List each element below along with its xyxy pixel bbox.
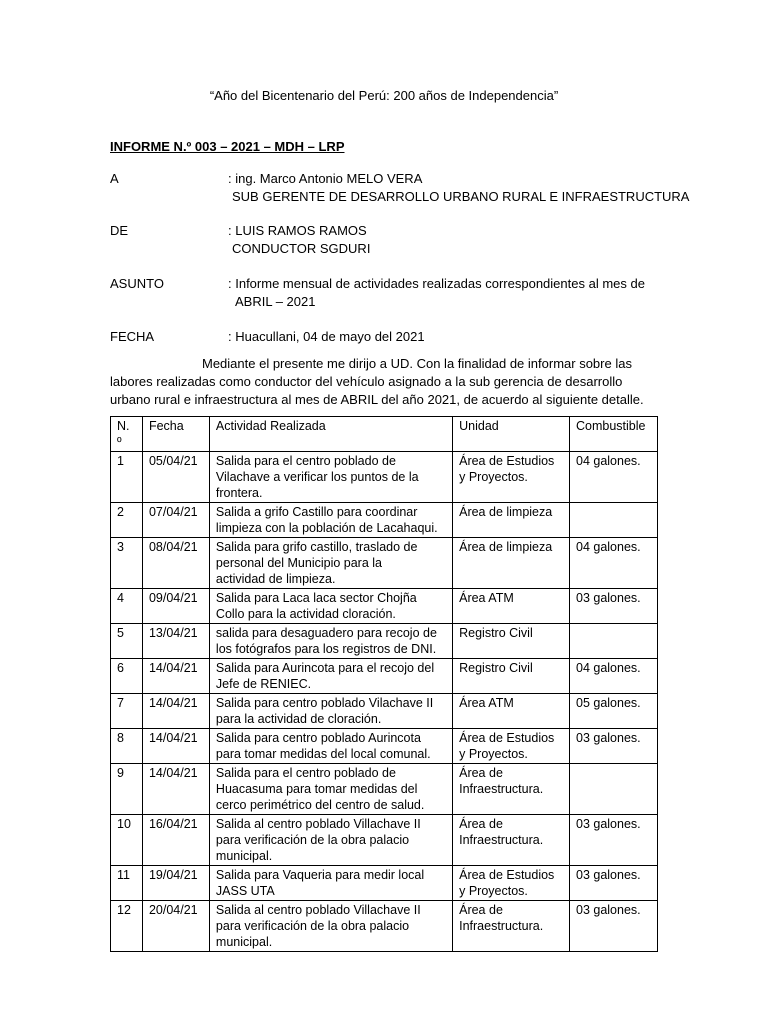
table-row	[111, 815, 658, 866]
intro-line: urbano rural e infraestructura al mes de ABRIL del año 2021, de acuerdo al siguiente detalle.	[110, 392, 644, 407]
cell-activity: Salida para Laca laca sector Chojña Collo para la actividad cloración.	[209, 589, 452, 624]
intro-line: labores realizadas como conductor del vehículo asignado a la sub gerencia de desarrollo	[110, 374, 623, 389]
cell-number: 6	[111, 659, 143, 694]
cell-date: 09/04/21	[142, 589, 209, 624]
cell-activity: Salida para Aurincota para el recojo del Jefe de RENIEC.	[209, 659, 452, 694]
cell-activity: Salida al centro poblado Villachave II para verificación de la obra palacio municipal.	[209, 815, 452, 866]
cell-fuel: 03 galones.	[570, 901, 658, 952]
cell-number: 1	[111, 452, 143, 503]
intro-paragraph	[110, 355, 670, 409]
intro-line: Mediante el presente me dirijo a UD. Con la finalidad de informar sobre las	[202, 356, 632, 371]
cell-date: 13/04/21	[142, 624, 209, 659]
subject-line1: : Informe mensual de actividades realizadas correspondientes al mes de	[228, 276, 645, 291]
cell-fuel: 04 galones.	[570, 659, 658, 694]
cell-unit: Área de Estudios y Proyectos.	[453, 729, 570, 764]
table-row	[111, 624, 658, 659]
cell-unit: Área de Infraestructura.	[453, 815, 570, 866]
cell-fuel: 03 galones.	[570, 866, 658, 901]
header-activity: Actividad Realizada	[209, 417, 452, 452]
cell-number: 11	[111, 866, 143, 901]
cell-activity: Salida al centro poblado Villachave II para verificación de la obra palacio municipal.	[209, 901, 452, 952]
cell-unit: Área ATM	[453, 589, 570, 624]
cell-activity: Salida para centro poblado Vilachave II para la actividad de cloración.	[209, 694, 452, 729]
cell-unit: Área de Estudios y Proyectos.	[453, 452, 570, 503]
cell-fuel: 03 galones.	[570, 729, 658, 764]
cell-number: 8	[111, 729, 143, 764]
cell-unit: Área ATM	[453, 694, 570, 729]
cell-number: 5	[111, 624, 143, 659]
cell-fuel	[570, 624, 658, 659]
table-row	[111, 659, 658, 694]
cell-date: 14/04/21	[142, 694, 209, 729]
from-name: : LUIS RAMOS RAMOS	[228, 223, 367, 238]
cell-date: 07/04/21	[142, 503, 209, 538]
cell-number: 4	[111, 589, 143, 624]
cell-date: 16/04/21	[142, 815, 209, 866]
subject-label: ASUNTO	[110, 276, 164, 291]
table-row	[111, 589, 658, 624]
table-row	[111, 694, 658, 729]
header-fuel: Combustible	[570, 417, 658, 452]
cell-date: 08/04/21	[142, 538, 209, 589]
header-number: N. º	[111, 417, 143, 452]
cell-fuel	[570, 764, 658, 815]
cell-fuel: 04 galones.	[570, 538, 658, 589]
cell-unit: Área de Estudios y Proyectos.	[453, 866, 570, 901]
cell-unit: Área de limpieza	[453, 538, 570, 589]
table-row	[111, 538, 658, 589]
cell-number: 12	[111, 901, 143, 952]
to-label: A	[110, 171, 119, 186]
cell-fuel: 03 galones.	[570, 589, 658, 624]
cell-activity: Salida para el centro poblado de Vilachave a verificar los puntos de la frontera.	[209, 452, 452, 503]
table-row	[111, 866, 658, 901]
report-number: INFORME N.º 003 – 2021 – MDH – LRP	[110, 139, 345, 154]
cell-number: 7	[111, 694, 143, 729]
cell-activity: Salida para centro poblado Aurincota para tomar medidas del local comunal.	[209, 729, 452, 764]
cell-date: 05/04/21	[142, 452, 209, 503]
cell-number: 3	[111, 538, 143, 589]
cell-date: 19/04/21	[142, 866, 209, 901]
date-label: FECHA	[110, 329, 155, 344]
cell-date: 14/04/21	[142, 764, 209, 815]
header-date: Fecha	[142, 417, 209, 452]
cell-unit: Área de Infraestructura.	[453, 901, 570, 952]
cell-activity: Salida para grifo castillo, traslado de personal del Municipio para la actividad de limpieza.	[209, 538, 452, 589]
activities-table	[110, 416, 658, 952]
cell-unit: Registro Civil	[453, 624, 570, 659]
to-position: SUB GERENTE DE DESARROLLO URBANO RURAL E INFRAESTRUCTURA	[232, 189, 690, 204]
subject-line2: ABRIL – 2021	[235, 294, 316, 309]
cell-fuel: 04 galones.	[570, 452, 658, 503]
table-row	[111, 452, 658, 503]
table-header-row	[111, 417, 658, 452]
table-row	[111, 901, 658, 952]
header-unit: Unidad	[453, 417, 570, 452]
from-label: DE	[110, 223, 129, 238]
cell-number: 2	[111, 503, 143, 538]
to-name: : ing. Marco Antonio MELO VERA	[228, 171, 423, 186]
cell-activity: Salida a grifo Castillo para coordinar limpieza con la población de Lacahaqui.	[209, 503, 452, 538]
cell-number: 9	[111, 764, 143, 815]
table-row	[111, 503, 658, 538]
cell-fuel	[570, 503, 658, 538]
cell-activity: Salida para el centro poblado de Huacasuma para tomar medidas del cerco perimétrico del centro de salud.	[209, 764, 452, 815]
cell-date: 14/04/21	[142, 659, 209, 694]
date-value: : Huacullani, 04 de mayo del 2021	[228, 329, 425, 344]
table-row	[111, 729, 658, 764]
motto: “Año del Bicentenario del Perú: 200 años de Independencia”	[209, 88, 559, 103]
cell-unit: Registro Civil	[453, 659, 570, 694]
from-position: CONDUCTOR SGDURI	[232, 241, 371, 256]
cell-date: 20/04/21	[142, 901, 209, 952]
cell-date: 14/04/21	[142, 729, 209, 764]
table-row	[111, 764, 658, 815]
cell-number: 10	[111, 815, 143, 866]
cell-activity: Salida para Vaqueria para medir local JASS UTA	[209, 866, 452, 901]
cell-unit: Área de Infraestructura.	[453, 764, 570, 815]
cell-fuel: 03 galones.	[570, 815, 658, 866]
cell-activity: salida para desaguadero para recojo de los fotógrafos para los registros de DNI.	[209, 624, 452, 659]
cell-unit: Área de limpieza	[453, 503, 570, 538]
cell-fuel: 05 galones.	[570, 694, 658, 729]
